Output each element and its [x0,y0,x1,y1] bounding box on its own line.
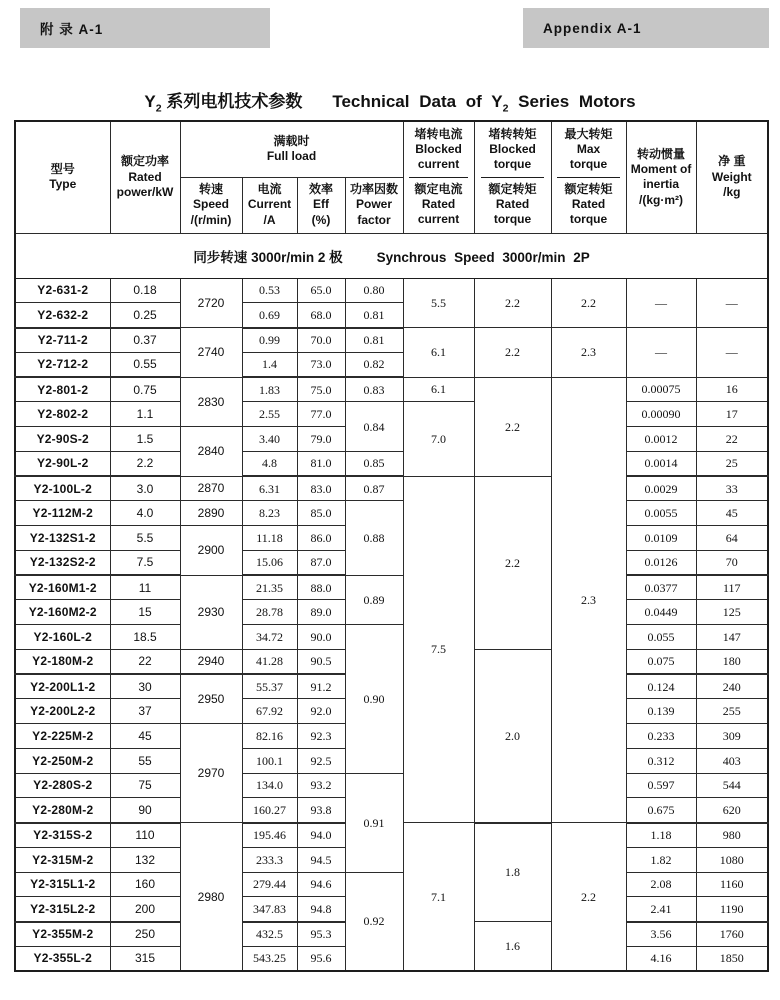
cell-weight: 17 [696,402,768,427]
cell-speed: 2940 [180,649,242,674]
cell-rated-power: 110 [110,823,180,848]
appendix-banner-zh [20,8,270,48]
table-row [15,575,768,600]
cell-eff: 77.0 [297,402,345,427]
cell-inertia: 0.0109 [626,526,696,551]
cell-current: 67.92 [242,699,297,724]
col-header-inertia: 转动惯量 Moment of inertia /(kg·m²) [626,121,696,233]
cell-eff: 92.0 [297,699,345,724]
cell-eff: 86.0 [297,526,345,551]
cell-rated-power: 90 [110,798,180,823]
cell-weight: 180 [696,649,768,674]
cell-eff: 92.3 [297,724,345,749]
cell-weight: 70 [696,550,768,575]
motor-data-table [14,120,769,972]
table-row [15,377,768,402]
cell-current: 28.78 [242,600,297,625]
cell-current: 100.1 [242,748,297,773]
cell-model: Y2-631-2 [15,278,110,303]
cell-current: 160.27 [242,798,297,823]
cell-rated-power: 0.25 [110,303,180,328]
cell-inertia: 0.0449 [626,600,696,625]
cell-inertia: 2.41 [626,897,696,922]
cell-blocked-current-ratio: 7.1 [403,823,474,972]
cell-rated-power: 4.0 [110,501,180,526]
cell-eff: 79.0 [297,427,345,452]
col-header-type: 型号 Type [15,121,110,233]
cell-eff: 93.2 [297,773,345,798]
cell-model: Y2-100L-2 [15,476,110,501]
col-header-speed: 转速 Speed /(r/min) [180,177,242,233]
cell-current: 1.4 [242,352,297,377]
cell-inertia: — [626,278,696,328]
cell-power-factor: 0.87 [345,476,403,501]
cell-current: 21.35 [242,575,297,600]
cell-power-factor: 0.84 [345,402,403,452]
cell-eff: 94.6 [297,872,345,897]
cell-eff: 90.5 [297,649,345,674]
table-row [15,328,768,353]
cell-current: 55.37 [242,674,297,699]
cell-model: Y2-315L1-2 [15,872,110,897]
cell-model: Y2-711-2 [15,328,110,353]
cell-model: Y2-200L2-2 [15,699,110,724]
cell-current: 2.55 [242,402,297,427]
cell-model: Y2-160M1-2 [15,575,110,600]
cell-model: Y2-90S-2 [15,427,110,452]
cell-power-factor: 0.80 [345,278,403,303]
cell-current: 279.44 [242,872,297,897]
cell-eff: 95.3 [297,922,345,947]
cell-eff: 70.0 [297,328,345,353]
cell-inertia: 0.0377 [626,575,696,600]
cell-model: Y2-802-2 [15,402,110,427]
cell-eff: 65.0 [297,278,345,303]
cell-max-torque-ratio: 2.2 [551,278,626,328]
cell-current: 6.31 [242,476,297,501]
cell-current: 0.99 [242,328,297,353]
cell-inertia: 0.0029 [626,476,696,501]
cell-power-factor: 0.90 [345,625,403,774]
cell-model: Y2-250M-2 [15,748,110,773]
page-title [0,87,780,114]
cell-inertia: 2.08 [626,872,696,897]
col-header-blocked-current: 堵转电流 Blocked current 额定电流 Rated current [403,121,474,233]
cell-rated-power: 7.5 [110,550,180,575]
cell-inertia: 0.00090 [626,402,696,427]
cell-weight: 25 [696,451,768,476]
cell-weight: 403 [696,748,768,773]
cell-weight: 544 [696,773,768,798]
cell-power-factor: 0.81 [345,328,403,353]
cell-model: Y2-200L1-2 [15,674,110,699]
cell-rated-power: 45 [110,724,180,749]
cell-model: Y2-180M-2 [15,649,110,674]
page-title-en: Technical Data of $Y_2$ Series Motors [332,92,636,115]
cell-eff: 93.8 [297,798,345,823]
cell-model: Y2-315M-2 [15,847,110,872]
cell-speed: 2930 [180,575,242,649]
appendix-banner-en-label: Appendix A-1 [543,20,642,36]
cell-max-torque-ratio: 2.3 [551,328,626,378]
cell-weight: 240 [696,674,768,699]
cell-weight: 147 [696,625,768,650]
cell-eff: 95.6 [297,946,345,971]
cell-current: 195.46 [242,823,297,848]
cell-eff: 90.0 [297,625,345,650]
cell-weight: 1080 [696,847,768,872]
cell-eff: 92.5 [297,748,345,773]
cell-weight: 1760 [696,922,768,947]
cell-weight: 22 [696,427,768,452]
cell-weight: 117 [696,575,768,600]
cell-inertia: 0.124 [626,674,696,699]
cell-weight: 980 [696,823,768,848]
cell-current: 15.06 [242,550,297,575]
cell-rated-power: 75 [110,773,180,798]
cell-rated-power: 132 [110,847,180,872]
cell-rated-power: 3.0 [110,476,180,501]
cell-eff: 88.0 [297,575,345,600]
cell-rated-power: 18.5 [110,625,180,650]
cell-inertia: 0.0014 [626,451,696,476]
cell-rated-power: 1.5 [110,427,180,452]
appendix-banner-zh-label: 附 录 A-1 [40,22,104,37]
cell-current: 4.8 [242,451,297,476]
cell-eff: 83.0 [297,476,345,501]
cell-inertia: 3.56 [626,922,696,947]
cell-eff: 91.2 [297,674,345,699]
cell-inertia: 0.312 [626,748,696,773]
col-header-eff: 效率 Eff (%) [297,177,345,233]
cell-blocked-current-ratio: 7.0 [403,402,474,476]
page-title-zh: $Y_2$ 系列电机技术参数 [144,92,303,115]
cell-blocked-torque-ratio: 2.2 [474,476,551,649]
table-row [15,872,768,897]
cell-inertia: 0.00075 [626,377,696,402]
cell-rated-power: 11 [110,575,180,600]
cell-model: Y2-225M-2 [15,724,110,749]
cell-inertia: — [626,328,696,378]
cell-eff: 85.0 [297,501,345,526]
cell-blocked-torque-ratio: 1.8 [474,823,551,922]
cell-speed: 2970 [180,724,242,823]
cell-rated-power: 15 [110,600,180,625]
cell-eff: 81.0 [297,451,345,476]
cell-speed: 2840 [180,427,242,477]
cell-inertia: 0.675 [626,798,696,823]
cell-power-factor: 0.91 [345,773,403,872]
section-label-zh: 同步转速 3000r/min 2 极 [193,249,343,265]
table-row [15,501,768,526]
cell-inertia: 1.82 [626,847,696,872]
table-body [15,278,768,971]
cell-inertia: 4.16 [626,946,696,971]
cell-rated-power: 0.37 [110,328,180,353]
cell-model: Y2-112M-2 [15,501,110,526]
cell-model: Y2-315S-2 [15,823,110,848]
cell-speed: 2720 [180,278,242,328]
cell-inertia: 0.075 [626,649,696,674]
cell-model: Y2-355M-2 [15,922,110,947]
cell-eff: 94.0 [297,823,345,848]
cell-weight: 1190 [696,897,768,922]
cell-model: Y2-90L-2 [15,451,110,476]
cell-blocked-current-ratio: 5.5 [403,278,474,328]
cell-power-factor: 0.83 [345,377,403,402]
cell-rated-power: 160 [110,872,180,897]
table-row [15,476,768,501]
col-header-current: 电流 Current /A [242,177,297,233]
cell-current: 0.53 [242,278,297,303]
cell-model: Y2-132S2-2 [15,550,110,575]
col-header-weight: 净 重 Weight /kg [696,121,768,233]
cell-inertia: 0.0012 [626,427,696,452]
cell-weight: 16 [696,377,768,402]
cell-rated-power: 1.1 [110,402,180,427]
cell-max-torque-ratio: 2.2 [551,823,626,972]
cell-blocked-torque-ratio: 2.2 [474,377,551,476]
cell-speed: 2900 [180,526,242,576]
cell-model: Y2-280S-2 [15,773,110,798]
cell-power-factor: 0.81 [345,303,403,328]
cell-blocked-torque-ratio: 1.6 [474,922,551,972]
appendix-banner-en [523,8,769,48]
cell-current: 11.18 [242,526,297,551]
col-header-rated-power: 额定功率 Rated power/kW [110,121,180,233]
cell-current: 432.5 [242,922,297,947]
cell-power-factor: 0.85 [345,451,403,476]
cell-current: 34.72 [242,625,297,650]
cell-blocked-current-ratio: 6.1 [403,377,474,402]
cell-rated-power: 37 [110,699,180,724]
cell-inertia: 0.597 [626,773,696,798]
table-row [15,773,768,798]
cell-inertia: 0.055 [626,625,696,650]
cell-model: Y2-315L2-2 [15,897,110,922]
cell-model: Y2-632-2 [15,303,110,328]
cell-eff: 73.0 [297,352,345,377]
cell-inertia: 0.139 [626,699,696,724]
cell-eff: 94.5 [297,847,345,872]
table-row [15,625,768,650]
cell-inertia: 0.0126 [626,550,696,575]
cell-rated-power: 22 [110,649,180,674]
cell-current: 8.23 [242,501,297,526]
cell-inertia: 1.18 [626,823,696,848]
cell-speed: 2740 [180,328,242,378]
col-header-power-factor: 功率因数 Power factor [345,177,403,233]
cell-power-factor: 0.92 [345,872,403,971]
cell-eff: 89.0 [297,600,345,625]
cell-speed: 2870 [180,476,242,501]
cell-current: 0.69 [242,303,297,328]
cell-rated-power: 200 [110,897,180,922]
cell-current: 82.16 [242,724,297,749]
cell-rated-power: 2.2 [110,451,180,476]
cell-speed: 2980 [180,823,242,972]
cell-rated-power: 0.55 [110,352,180,377]
cell-weight: 64 [696,526,768,551]
cell-weight: — [696,278,768,328]
cell-rated-power: 5.5 [110,526,180,551]
cell-weight: 309 [696,724,768,749]
cell-rated-power: 315 [110,946,180,971]
cell-power-factor: 0.82 [345,352,403,377]
cell-power-factor: 0.88 [345,501,403,575]
cell-model: Y2-801-2 [15,377,110,402]
cell-speed: 2830 [180,377,242,427]
cell-model: Y2-160M2-2 [15,600,110,625]
cell-current: 543.25 [242,946,297,971]
cell-current: 233.3 [242,847,297,872]
cell-eff: 68.0 [297,303,345,328]
col-header-max-torque: 最大转矩 Max torque 额定转矩 Rated torque [551,121,626,233]
cell-current: 41.28 [242,649,297,674]
cell-weight: 1850 [696,946,768,971]
cell-current: 3.40 [242,427,297,452]
cell-speed: 2950 [180,674,242,724]
cell-inertia: 0.0055 [626,501,696,526]
cell-eff: 75.0 [297,377,345,402]
cell-model: Y2-355L-2 [15,946,110,971]
section-row-3000rpm [15,233,768,278]
section-label-en: Synchrous Speed 3000r/min 2P [376,249,590,265]
cell-rated-power: 0.75 [110,377,180,402]
table-row [15,278,768,303]
cell-rated-power: 55 [110,748,180,773]
cell-rated-power: 250 [110,922,180,947]
cell-eff: 87.0 [297,550,345,575]
col-header-full-load: 满载时 Full load [180,121,403,177]
cell-blocked-current-ratio: 6.1 [403,328,474,378]
cell-max-torque-ratio: 2.3 [551,377,626,823]
cell-weight: 125 [696,600,768,625]
cell-model: Y2-132S1-2 [15,526,110,551]
cell-blocked-torque-ratio: 2.2 [474,278,551,328]
cell-current: 134.0 [242,773,297,798]
cell-weight: 1160 [696,872,768,897]
cell-weight: 33 [696,476,768,501]
cell-rated-power: 30 [110,674,180,699]
cell-power-factor: 0.89 [345,575,403,625]
cell-speed: 2890 [180,501,242,526]
cell-model: Y2-280M-2 [15,798,110,823]
cell-current: 1.83 [242,377,297,402]
cell-weight: 255 [696,699,768,724]
table-row [15,402,768,427]
cell-current: 347.83 [242,897,297,922]
table-row [15,451,768,476]
cell-model: Y2-712-2 [15,352,110,377]
cell-blocked-torque-ratio: 2.0 [474,649,551,822]
cell-blocked-current-ratio: 7.5 [403,476,474,823]
cell-model: Y2-160L-2 [15,625,110,650]
cell-weight: 620 [696,798,768,823]
cell-weight: 45 [696,501,768,526]
cell-inertia: 0.233 [626,724,696,749]
cell-rated-power: 0.18 [110,278,180,303]
cell-weight: — [696,328,768,378]
col-header-blocked-torque: 堵转转矩 Blocked torque 额定转矩 Rated torque [474,121,551,233]
cell-blocked-torque-ratio: 2.2 [474,328,551,378]
cell-eff: 94.8 [297,897,345,922]
